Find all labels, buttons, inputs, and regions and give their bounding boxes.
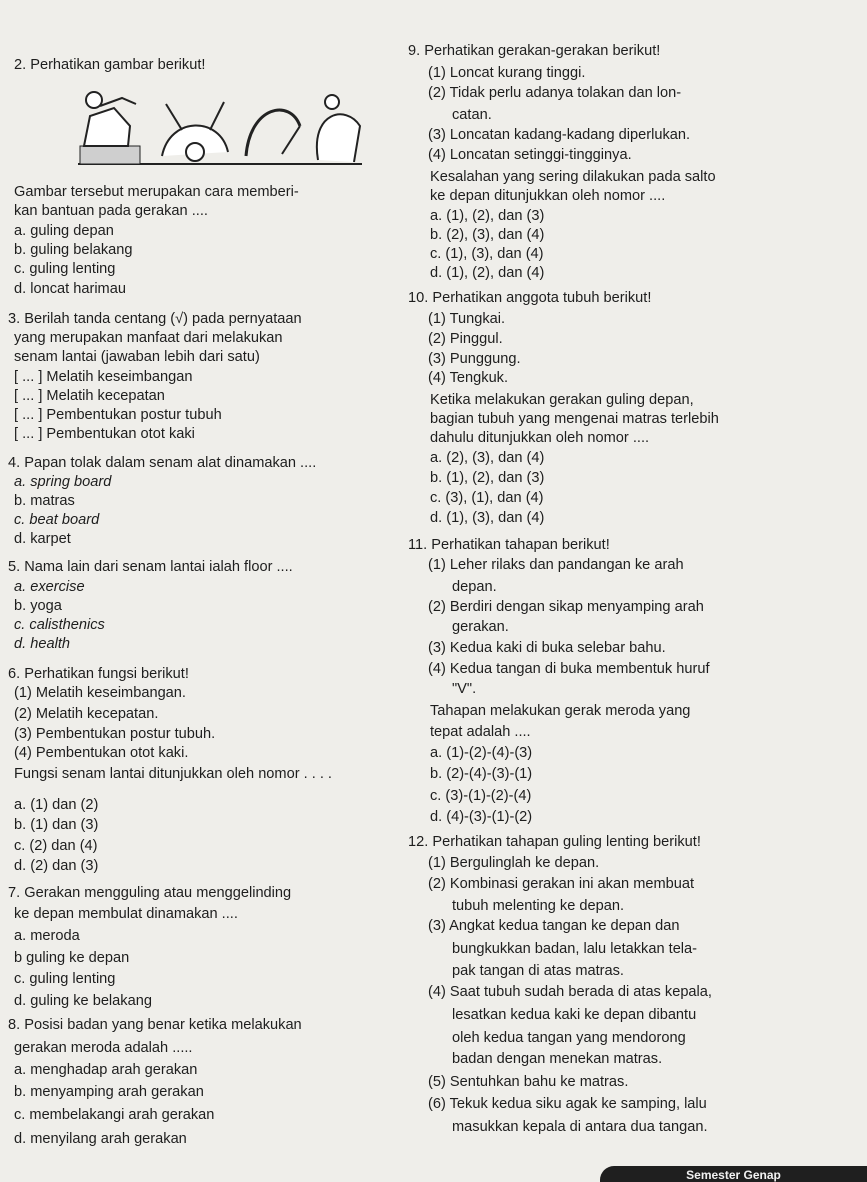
left-text-line: [ ... ] Pembentukan postur tubuh [14,407,222,423]
right-text-line: (1) Loncat kurang tinggi. [428,65,586,81]
right-text-line: a. (2), (3), dan (4) [430,450,545,466]
left-text-line: 5. Nama lain dari senam lantai ialah floor .... [8,559,293,575]
left-text-line: gerakan meroda adalah ..... [14,1040,193,1056]
left-text-line: (1) Melatih keseimbangan. [14,685,186,701]
right-text-line: (3) Loncatan kadang-kadang diperlukan. [428,127,691,143]
right-text-line: Kesalahan yang sering dilakukan pada salto [430,169,716,185]
left-text-line: c. guling lenting [14,971,116,987]
rolling-figure-illustration [70,86,370,174]
left-text-line: a. (1) dan (2) [14,797,99,813]
right-text-line: lesatkan kedua kaki ke depan dibantu [452,1007,697,1023]
left-text-line: (4) Pembentukan otot kaki. [14,745,189,761]
left-text-line: c. guling lenting [14,261,116,277]
right-text-line: (2) Kombinasi gerakan ini akan membuat [428,876,695,892]
left-text-line: c. membelakangi arah gerakan [14,1107,215,1123]
left-text-line: b. guling belakang [14,242,133,258]
right-text-line: (3) Angkat kedua tangan ke depan dan [428,918,680,934]
left-text-line: senam lantai (jawaban lebih dari satu) [14,349,260,365]
right-text-line: (4) Tengkuk. [428,370,509,386]
right-text-line: ke depan ditunjukkan oleh nomor .... [430,188,666,204]
left-text-line: d. health [14,636,70,652]
right-text-line: 10. Perhatikan anggota tubuh berikut! [408,290,652,306]
right-text-line: 12. Perhatikan tahapan guling lenting berikut! [408,834,701,850]
left-text-line: 4. Papan tolak dalam senam alat dinamakan .... [8,455,317,471]
right-column [408,0,860,1182]
left-text-line: 3. Berilah tanda centang (√) pada pernyataan [8,311,302,327]
right-text-line: pak tangan di atas matras. [452,963,624,979]
right-text-line: depan. [452,579,497,595]
right-text-line: catan. [452,107,492,123]
left-text-line: kan bantuan pada gerakan .... [14,203,208,219]
right-text-line: gerakan. [452,619,509,635]
left-text-line: d. menyilang arah gerakan [14,1131,187,1147]
right-text-line: c. (3)-(1)-(2)-(4) [430,788,532,804]
left-text-line: 7. Gerakan mengguling atau menggelinding [8,885,292,901]
right-text-line: (1) Tungkai. [428,311,506,327]
right-text-line: (2) Berdiri dengan sikap menyamping arah [428,599,704,615]
semester-footer-badge: Semester Genap [600,1166,867,1182]
right-text-line: bagian tubuh yang mengenai matras terlebih [430,411,719,427]
right-text-line: Tahapan melakukan gerak meroda yang [430,703,691,719]
left-text-line: b. yoga [14,598,62,614]
right-text-line: masukkan kepala di antara dua tangan. [452,1119,708,1135]
right-text-line: dahulu ditunjukkan oleh nomor .... [430,430,650,446]
left-text-line: ke depan membulat dinamakan .... [14,906,238,922]
right-text-line: 9. Perhatikan gerakan-gerakan berikut! [408,43,661,59]
right-text-line: 11. Perhatikan tahapan berikut! [408,537,610,553]
left-text-line: b. (1) dan (3) [14,817,99,833]
left-text-line: c. calisthenics [14,617,105,633]
left-text-line: (3) Pembentukan postur tubuh. [14,726,216,742]
left-column [8,0,408,1182]
left-text-line: d. (2) dan (3) [14,858,99,874]
left-text-line: b. menyamping arah gerakan [14,1084,204,1100]
left-text-line: a. guling depan [14,223,114,239]
left-text-line: 8. Posisi badan yang benar ketika melakukan [8,1017,302,1033]
right-text-line: (2) Tidak perlu adanya tolakan dan lon- [428,85,682,101]
left-text-line: a. menghadap arah gerakan [14,1062,198,1078]
right-text-line: (1) Leher rilaks dan pandangan ke arah [428,557,684,573]
right-text-line: (3) Kedua kaki di buka selebar bahu. [428,640,666,656]
right-text-line: d. (1), (3), dan (4) [430,510,545,526]
right-text-line: d. (1), (2), dan (4) [430,265,545,281]
right-text-line: oleh kedua tangan yang mendorong [452,1030,686,1046]
left-text-line: c. (2) dan (4) [14,838,98,854]
right-text-line: (6) Tekuk kedua siku agak ke samping, lalu [428,1096,707,1112]
right-text-line: (2) Pinggul. [428,331,503,347]
left-text-line: [ ... ] Melatih keseimbangan [14,369,193,385]
right-text-line: b. (1), (2), dan (3) [430,470,545,486]
right-text-line: Ketika melakukan gerakan guling depan, [430,392,694,408]
right-text-line: b. (2)-(4)-(3)-(1) [430,766,533,782]
right-text-line: (5) Sentuhkan bahu ke matras. [428,1074,629,1090]
right-text-line: (1) Bergulinglah ke depan. [428,855,600,871]
left-text-line: 6. Perhatikan fungsi berikut! [8,666,189,682]
left-text-line: a. spring board [14,474,112,490]
right-text-line: d. (4)-(3)-(1)-(2) [430,809,533,825]
right-text-line: "V". [452,681,477,697]
left-text-line: b. matras [14,493,75,509]
left-text-line: Gambar tersebut merupakan cara memberi- [14,184,299,200]
left-text-line: a. exercise [14,579,85,595]
left-text-line: [ ... ] Melatih kecepatan [14,388,165,404]
right-text-line: a. (1)-(2)-(4)-(3) [430,745,533,761]
right-text-line: c. (1), (3), dan (4) [430,246,544,262]
right-text-line: c. (3), (1), dan (4) [430,490,544,506]
left-text-line: c. beat board [14,512,100,528]
right-text-line: b. (2), (3), dan (4) [430,227,545,243]
right-text-line: badan dengan menekan matras. [452,1051,663,1067]
right-text-line: bungkukkan badan, lalu letakkan tela- [452,941,698,957]
right-text-line: tepat adalah .... [430,724,531,740]
right-text-line: (4) Loncatan setinggi-tingginya. [428,147,632,163]
left-text-line: d. loncat harimau [14,281,126,297]
right-text-line: (4) Kedua tangan di buka membentuk huruf [428,661,710,677]
left-text-line: d. guling ke belakang [14,993,152,1009]
left-text-line: b guling ke depan [14,950,130,966]
right-text-line: tubuh melenting ke depan. [452,898,625,914]
left-text-line: a. meroda [14,928,80,944]
left-text-line: d. karpet [14,531,71,547]
right-text-line: (3) Punggung. [428,351,521,367]
left-text-line: Fungsi senam lantai ditunjukkan oleh nomor . . . . [14,766,332,782]
left-text-line: (2) Melatih kecepatan. [14,706,159,722]
left-text-line: 2. Perhatikan gambar berikut! [14,57,206,73]
right-text-line: a. (1), (2), dan (3) [430,208,545,224]
left-text-line: [ ... ] Pembentukan otot kaki [14,426,195,442]
left-text-line: yang merupakan manfaat dari melakukan [14,330,283,346]
right-text-line: (4) Saat tubuh sudah berada di atas kepala, [428,984,712,1000]
